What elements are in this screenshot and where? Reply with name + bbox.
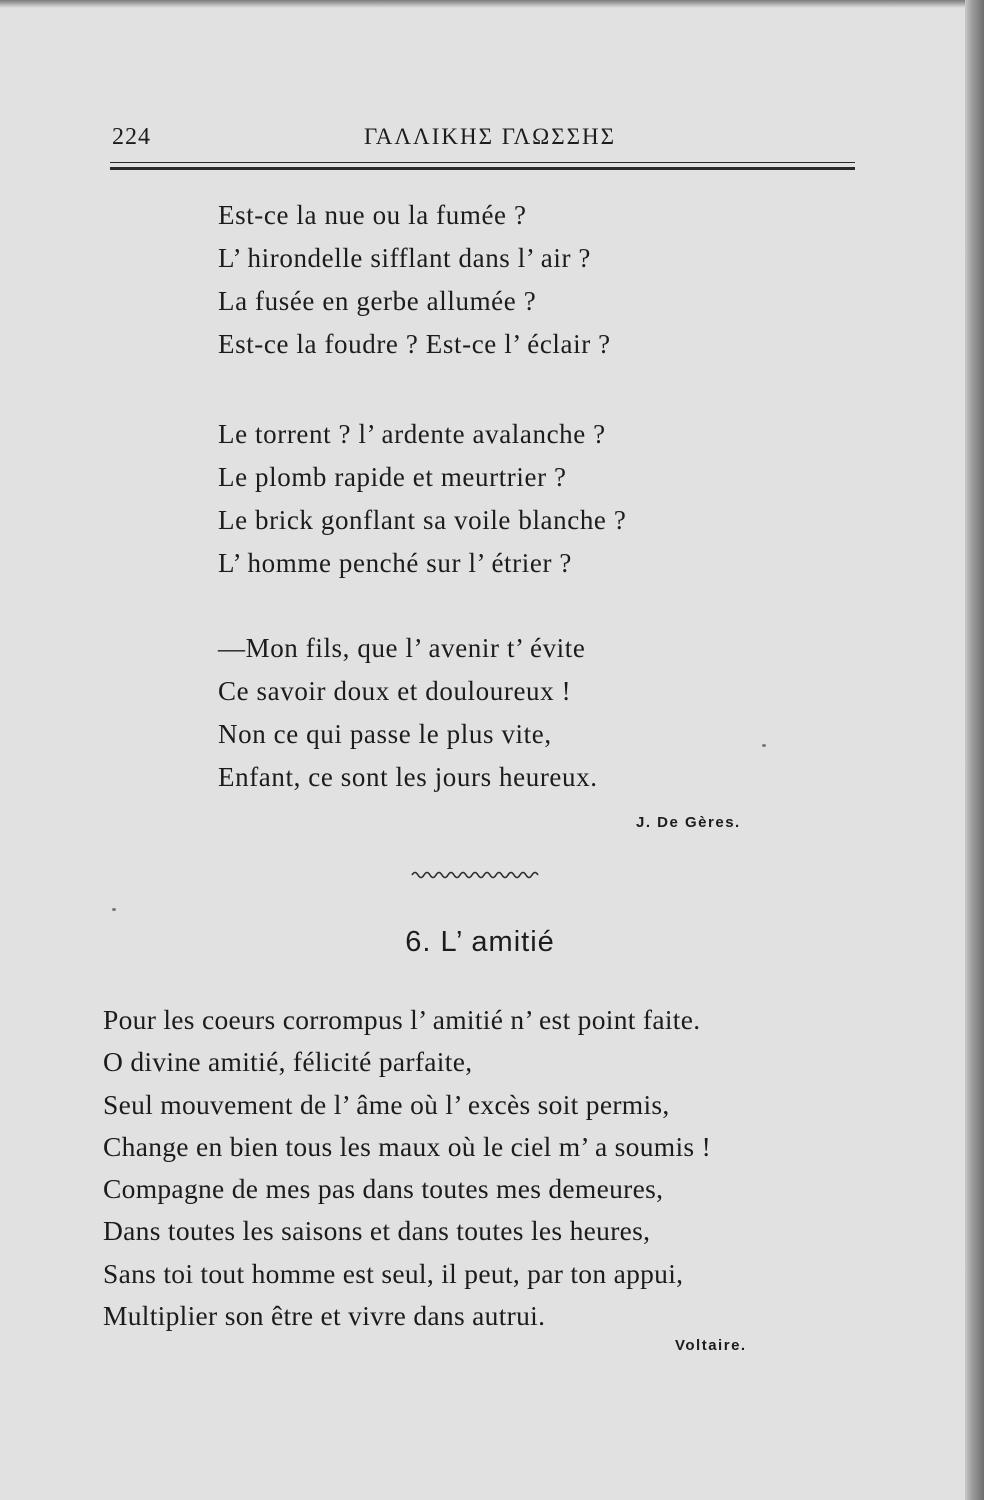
poem-stanza-1 bbox=[218, 194, 611, 366]
verse-line: Change en bien tous les maux où le ciel m’ a soumis ! bbox=[103, 1130, 712, 1162]
verse-line: Compagne de mes pas dans toutes mes demeures, bbox=[103, 1173, 664, 1205]
running-title: ΓΑΛΛΙΚΗΣ ΓΛΩΣΣΗΣ bbox=[364, 124, 616, 149]
page-top-shadow bbox=[0, 0, 968, 8]
wavy-divider-ornament bbox=[410, 868, 540, 882]
poem-line: Est-ce la nue ou la fumée ? bbox=[218, 200, 527, 230]
poem-line: Le brick gonflant sa voile blanche ? bbox=[218, 505, 627, 535]
page-header bbox=[110, 124, 855, 158]
verse-line: Sans toi tout homme est seul, il peut, par ton appui, bbox=[103, 1257, 684, 1289]
poem-author: J. De Gères. bbox=[636, 814, 741, 831]
poem-line: Enfant, ce sont les jours heureux. bbox=[218, 762, 598, 792]
section-author: Voltaire. bbox=[675, 1337, 747, 1354]
page-number: 224 bbox=[112, 124, 151, 150]
page-edge-shadow bbox=[965, 0, 984, 1500]
verse-line: Seul mouvement de l’ âme où l’ excès soit permis, bbox=[103, 1088, 670, 1120]
poem-line: —Mon fils, que l’ avenir t’ évite bbox=[218, 633, 586, 663]
header-rule-thin bbox=[110, 162, 855, 163]
verse-line: O divine amitié, félicité parfaite, bbox=[103, 1046, 473, 1078]
poem-line: Ce savoir doux et douloureux ! bbox=[218, 676, 572, 706]
verse-line: Dans toutes les saisons et dans toutes les heures, bbox=[103, 1215, 651, 1247]
paper-speck bbox=[112, 908, 116, 911]
poem-stanza-3 bbox=[218, 627, 598, 799]
section-title: 6. L’ amitié bbox=[405, 926, 555, 958]
verse-line: Multiplier son être et vivre dans autrui. bbox=[103, 1300, 546, 1332]
poem-stanza-2 bbox=[218, 413, 626, 585]
poem-line: Est-ce la foudre ? Est-ce l’ éclair ? bbox=[218, 329, 611, 359]
paper-speck bbox=[762, 744, 766, 747]
poem-line: Le plomb rapide et meurtrier ? bbox=[218, 462, 567, 492]
poem-line: Non ce qui passe le plus vite, bbox=[218, 719, 552, 749]
verse-line: Pour les coeurs corrompus l’ amitié n’ est point faite. bbox=[103, 1004, 701, 1035]
poem-line: L’ homme penché sur l’ étrier ? bbox=[218, 548, 572, 578]
header-rule-thick bbox=[110, 167, 855, 170]
section-verse bbox=[103, 999, 711, 1337]
poem-line: L’ hirondelle sifflant dans l’ air ? bbox=[218, 243, 591, 273]
poem-line: La fusée en gerbe allumée ? bbox=[218, 286, 537, 316]
poem-line: Le torrent ? l’ ardente avalanche ? bbox=[218, 419, 606, 449]
